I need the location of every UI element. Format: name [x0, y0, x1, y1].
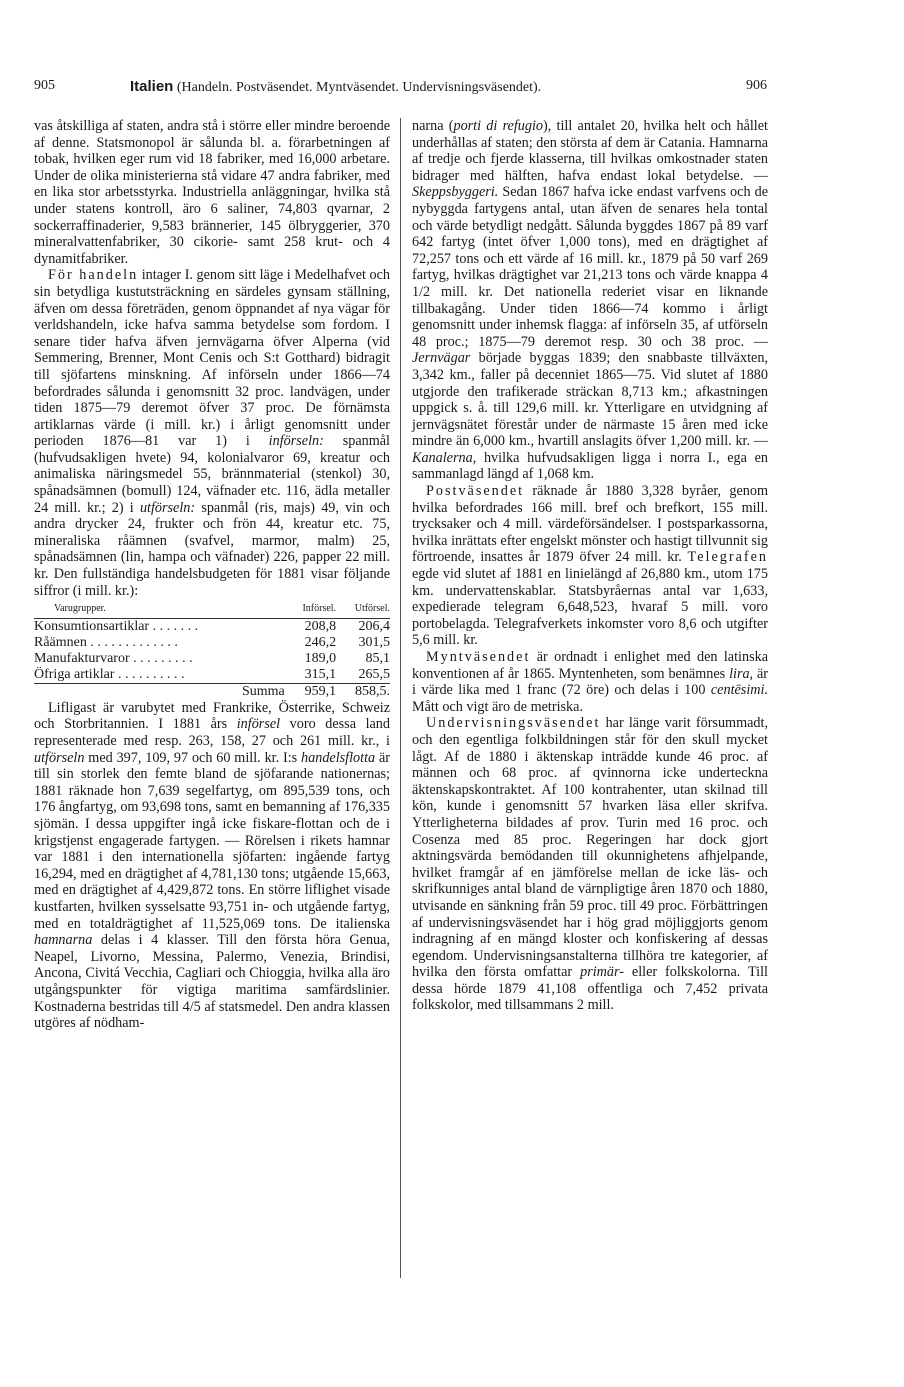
running-header	[34, 78, 767, 100]
paragraph-shipping	[34, 700, 390, 1032]
trade-term-import: införseln:	[268, 433, 324, 450]
trade-budget-table	[34, 601, 390, 700]
paragraph-ports-shipbuilding	[412, 118, 768, 483]
trade-term-export: utförseln:	[139, 499, 196, 516]
page-number-left: 905	[34, 78, 55, 93]
table-cell-label: Öfriga artiklar . . . . . . . . . .	[34, 666, 185, 682]
table-sum-row	[34, 683, 390, 700]
term-railways: Jernvägar	[412, 350, 471, 367]
table-sum-import: 959,1	[285, 683, 336, 700]
education-text-2: eller folkskolorna. Till dessa hörde 1879 41,108 offentliga och 7,452 privata folkskolor, med tillsammans 2 mill.	[412, 964, 768, 1014]
section-lead-telegraph: Telegrafen	[687, 549, 768, 566]
section-lead-education: Undervisningsväsendet	[426, 715, 601, 732]
shipping-text-5: delas i 4 klasser. Till den första höra Genua, Neapel, Livorno, Messina, Palermo, Venezia, Brindisi, Ancona, Civitá Vecchia, Cagliari och Chioggia, hvilka alla äro utgångspunkter för vigtiga maritima samfärdslinier. Kostnaderna bestridas till 4/5 af statsmedel. Den andra klassen utgöres af nödham-	[34, 932, 390, 1032]
left-column	[34, 118, 390, 1032]
right-column	[412, 118, 768, 1014]
page-number-right: 906	[746, 78, 767, 93]
table-cell-export: 85,1	[365, 650, 390, 666]
term-shipbuilding: Skeppsbyggeri.	[412, 184, 499, 201]
shipping-term-export: utförseln	[34, 749, 85, 766]
term-centesimi: centēsimi.	[710, 682, 768, 699]
table-cell-export: 206,4	[358, 618, 390, 634]
table-cell-import: 246,2	[304, 634, 337, 650]
term-canals: Kanalerna,	[412, 449, 477, 466]
term-lira: lira,	[729, 665, 754, 682]
shipbuilding-text: Sedan 1867 hafva icke endast varfvens och de nybyggda fartygens antal, utan äfven de senares hela tontal och värde betydligt nedgått. Sålunda byggdes 1867 på 89 varf 642 fartyg (intet öfver 1,000 tons), med en drägtighet af 72,257 tons och ett värde af 16 mill. kr., 1879 på 50 varf 269 fartyg, hvilkas drägtighet var 21,213 tons och värde knappa 4 1/2 mill. kr. Det nationella rederiet visar en liknande tillbakagång. Under tiden 1866—74 kommo i årligt genomsnitt under inhemsk flagga: af införseln 35, af utförseln 48 proc.; 1875—79 deremot resp. 30 och 38 proc. —	[412, 184, 768, 350]
term-primary: primär-	[580, 964, 624, 981]
paragraph-industry: vas åtskilliga af staten, andra stå i större eller mindre beroende af denne. Statsmonopol är sålunda bl. a. förarbetningen af tobak, hvilken eger rum vid 18 fabriker, med 16,000 arbetare. Under de olika ministerierna stå vidare 47 andra fabriker, med en lika stor arbetsstyrka. Industriella anläggningar, hvilka stå under statens kontroll, äro 6 saliner, 74,803 qvarnar, 2 sockerraffinaderier, 9,583 brännerier, 145 ölbryggerier, 370 mineralvattenfabriker, 30 cikorie- samt 258 krut- och 4 dynamitfabriker.	[34, 118, 390, 267]
shipping-text-1: Lifligast är varubytet med Frankrike, Österrike, Schweiz och Storbritannien. I 1881 års	[34, 699, 390, 733]
table-cell-label: Manufakturvaror . . . . . . . . .	[34, 650, 193, 666]
section-lead-trade: För handeln	[48, 267, 139, 284]
table-header-import: Införsel.	[302, 603, 337, 615]
table-cell-label: Råämnen . . . . . . . . . . . . .	[34, 634, 178, 650]
shipping-term-ports: hamnarna	[34, 932, 93, 949]
coinage-text-2: är i värde lika med 1 franc (72 öre) och delas i 100	[412, 665, 768, 699]
table-cell-export: 265,5	[358, 666, 390, 682]
canals-text: hvilka hufvudsakligen ligga i norra I., ega en sammanlagd längd af 1,068 km.	[412, 449, 768, 483]
paragraph-education	[412, 715, 768, 1014]
education-text-1: har länge varit försummadt, och den egentliga folkbildningen står för den skull mycket lågt. Af de 1880 i äktenskap inträdde kunde 46 proc. af männen och 68 proc. af qvinnorna icke underteckna äktenskapskontraktet. Af 100 kontrahenter, utan skilnad till kön, kunde i genomsnitt 57 hvarken läsa eller skrifva. Ytterligheterna bildades af prov. Turin med 16 proc. och Cosenza med 85 proc. Regeringen har dock gjort aktningsvärda bemödanden till okunnighetens afhjelpande, hvilket framgår af en jämförelse mellan de icke läs- och skrifkunniges antal bland de värnpligtige åren 1870 och 1880, utvisande en sänkning från 59 proc. till 49 proc. Förbättringen af undervisningsväsendet har i hög grad möjliggjorts genom indragning af en mängd kloster och konfiskering af dessas egendom. Undervisningsanstalterna tillhöra tre kategorier, af hvilka den första omfattar	[412, 715, 768, 981]
section-lead-postal: Postväsendet	[426, 483, 525, 500]
postal-text-2: egde vid slutet af 1881 en linielängd af 26,880 km., utom 175 km. undervattenskablar. Statsbyråernas antal var 1,633, expedierade telegram 6,648,523, hvaraf 5 mill. voro portobelagda. Telegrafverkets inkomster voro 8,6 och utgifter 5,6 mill. kr.	[412, 566, 768, 649]
shipping-text-2: voro dessa land representerade med resp. 263, 158, 27 och 261 mill. kr., i	[34, 716, 390, 749]
table-row	[34, 667, 390, 684]
table-row	[34, 618, 390, 635]
table-cell-export: 301,5	[358, 634, 390, 650]
ports-text-2: ), till antalet 20, hvilka helt och hållet underhållas af staten; den största af dem är Catania. Hamnarna af tredje och fjerde klasserna, till hvilkas omkostnader staten bidrager med hälften, hafva endast lokal betydelse. —	[412, 118, 768, 184]
shipping-text-3: med 397, 109, 97 och 60 mill. kr. I:s	[84, 749, 302, 766]
table-sum-export: 858,5.	[336, 683, 390, 700]
table-cell-import: 208,8	[304, 618, 337, 634]
table-cell-import: 189,0	[304, 650, 337, 666]
coinage-text-1: är ordnadt i enlighet med den latinska konventionen af år 1865. Myntenheten, som benämnes	[412, 649, 768, 682]
table-row	[34, 651, 390, 667]
section-lead-coinage: Myntväsendet	[426, 649, 531, 665]
table-cell-import: 315,1	[304, 666, 337, 682]
shipping-term-import: införsel	[236, 716, 281, 733]
table-header-group: Varugrupper.	[54, 603, 106, 615]
table-sum-label: Summa	[34, 683, 285, 700]
trade-text-3: spanmål (ris, majs) 49, vin och andra drycker 24, frukter och frön 44, kreatur etc. 75, mineraliska råämnen (svafvel, marmor, malm) 25, spånadsämnen (lin, hampa och väfnader) 226, papper 22 mill. kr. Den fullständiga handelsbudgeten för 1881 visar följande siffror (i mill. kr.):	[34, 499, 390, 599]
trade-text-2: spanmål (hufvudsakligen hvete) 94, kolonialvaror 69, kreatur och animaliska näringsmedel 55, brännmaterial (stenkol) 30, spånadsämnen (bomull) 124, väfnader etc. 116, ädla metaller 24 mill. kr.; 2) i	[34, 433, 391, 516]
header-subtitle: (Handeln. Postväsendet. Myntväsendet. Undervisningsväsendet).	[176, 80, 542, 95]
railways-text: började byggas 1839; den snabbaste tillväxten, 3,342 km., faller på decenniet 1865—75. Vid slutet af 1880 utgjorde den trafikerade sträckan 8,713 km.; afkastningen uppgick s. å. till 129,6 mill. kr. Ytterligare en utvidgning af jernvägsnätet förestår under de närmaste 15 åren med icke mindre än 6,000 km., hvartill anslagits öfver 1,200 mill. kr. —	[412, 350, 768, 450]
ports-text-1: narna (	[412, 118, 454, 134]
paragraph-coinage	[412, 649, 768, 715]
table-row	[34, 635, 390, 651]
table-header-row	[34, 601, 390, 618]
trade-text-1: intager I. genom sitt läge i Medelhafvet och sin betydliga kustutsträckning en särdeles gynsam ställning, äfven om dessa företräden, genom öppnandet af nya vägar för verldshandeln, icke hafva samma betydelse som fordom. I senare tider hafva äfven jernvägarna öfver Alperna (vid Semmering, Brenner, Mont Cenis och S:t Gotthard) bidragit till sjöfartens minskning. Af införseln under 1866—74 befordrades sålunda i genomsnitt 32 proc. landvägen, under tiden 1875—79 deremot öfver 37 proc. De förnämsta artiklarnas värde (i mill. kr.) i årligt genomsnitt under perioden 1876—81 var 1) i	[34, 267, 391, 450]
running-title	[130, 78, 541, 96]
ports-term-refugio: porti di refugio	[453, 118, 544, 134]
column-divider	[400, 118, 401, 1278]
shipping-text-4: är till sin storlek den femte bland de sjöfarande nationernas; 1881 räknade hon 7,639 segelfartyg, om 895,539 tons, och 176 ångfartyg, om 93,698 tons, samt en bemanning af 176,335 sjömän. I dessa uppgifter ingå icke fiskare-flottan och de i krigstjenst engagerade fartygen. — Rörelsen i rikets hamnar var 1881 i den internationella sjöfarten: ingående fartyg 16,294, med en drägtighet af 4,781,130 tons; utgående 15,663, med en drägtighet af 4,429,872 tons. En större liflighet visade kustfarten, hvilken sysselsatte 93,751 in- och utgående fartyg, med en totaldrägtighet af 11,525,069 tons. De italienska	[34, 749, 390, 932]
paragraph-trade	[34, 267, 390, 599]
shipping-term-fleet: handelsflotta	[301, 749, 376, 766]
coinage-text-3: Mått och vigt äro de metriska.	[412, 698, 583, 715]
paragraph-postal	[412, 483, 768, 649]
table-cell-label: Konsumtionsartiklar . . . . . . .	[34, 618, 199, 634]
header-topic: Italien	[130, 78, 174, 95]
postal-text-1: räknade år 1880 3,328 byråer, genom hvilka befordrades 166 mill. bref och brefkort, 155 mill. trycksaker och 4 mill. värdeförsändelser. I postsparkassorna, hvilka inrättats efter engelskt mönster och hastigt tillvunnit sig förtroende, insattes år 1879 öfver 24 mill. kr.	[412, 483, 768, 566]
table-header-export: Utförsel.	[354, 603, 390, 615]
